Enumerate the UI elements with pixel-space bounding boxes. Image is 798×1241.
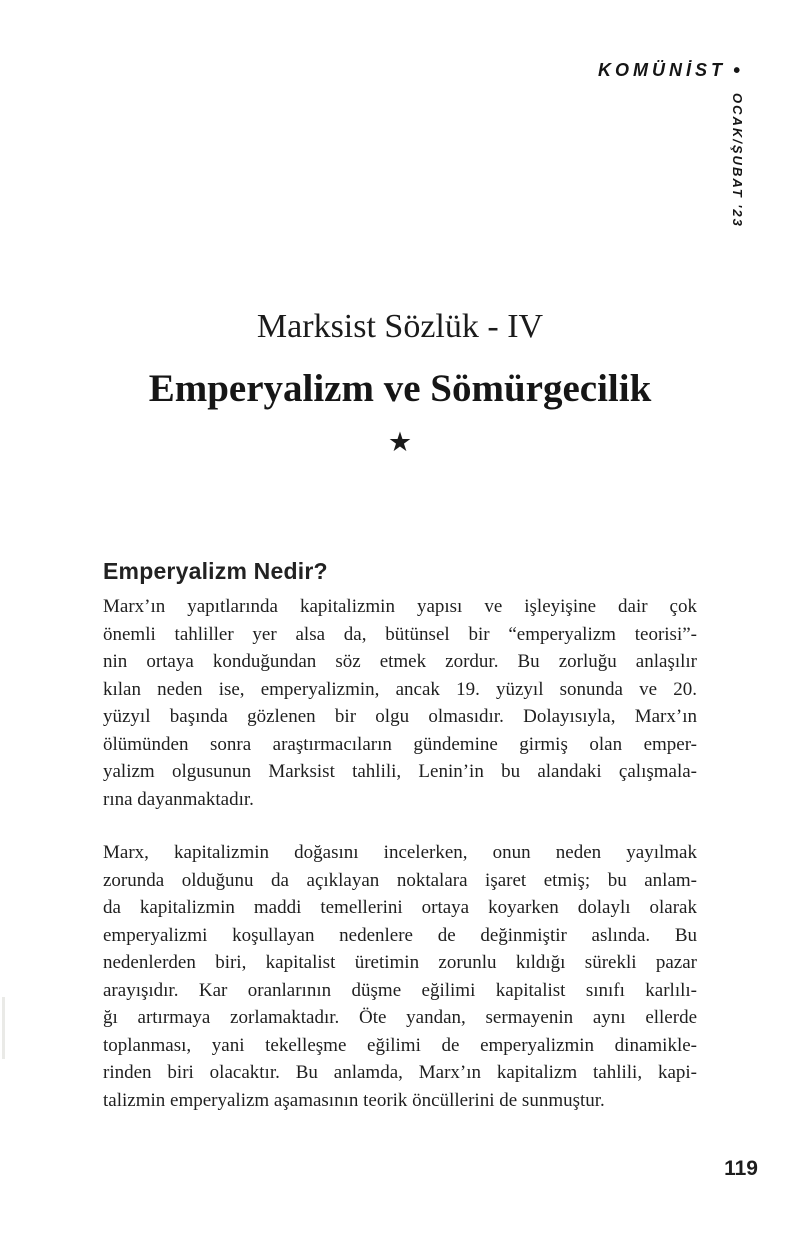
text-line: talizmin emperyalizm aşamasının teorik öncüllerini de sunmuştur. — [103, 1089, 605, 1111]
page-content — [103, 0, 697, 1114]
text-line: rinden biri olacaktır. Bu anlamda, Marx’ın kapitalizm tahlili, kapi- — [103, 1062, 697, 1083]
text-line: Marx’ın yapıtlarında kapitalizmin yapısı ve işleyişine dair çok — [103, 596, 697, 617]
text-line: arayışıdır. Kar oranlarının düşme eğilimi kapitalist sınıfı karlılı- — [103, 979, 697, 1001]
text-line: nin ortaya konduğundan söz etmek zordur. Bu zorluğu anlaşılır — [103, 651, 697, 672]
text-line: ğı artırmaya zorlamaktadır. Öte yandan, sermayenin aynı ellerde — [103, 1007, 697, 1028]
star-divider-icon: ★ — [387, 427, 413, 458]
scan-edge-artifact — [2, 997, 5, 1059]
text-line: zorunda olduğunu da açıklayan noktalara işaret etmiş; bu anlam- — [103, 869, 697, 891]
body-paragraph-2 — [103, 839, 697, 1114]
text-line: kılan neden ise, emperyalizmin, ancak 19. yüzyıl sonunda ve 20. — [103, 678, 697, 700]
text-line: emperyalizmi koşullayan nedenlere de değinmiştir aslında. Bu — [103, 924, 697, 946]
issue-date-vertical: OCAK/ŞUBAT '23 — [730, 93, 745, 228]
section-heading: Emperyalizm Nedir? — [103, 558, 328, 584]
article-title: Emperyalizm ve Sömürgecilik — [148, 367, 652, 410]
text-line: nedenlerden biri, kapitalist üretimin zorunlu kıldığı sürekli pazar — [103, 952, 697, 973]
masthead-title: KOMÜNİST — [597, 60, 726, 80]
article-supertitle: Marksist Sözlük - IV — [256, 308, 544, 345]
text-line: önemli tahliller yer alsa da, bütünsel bir “emperyalizm teorisi”- — [103, 623, 697, 645]
body-paragraph-1 — [103, 593, 697, 813]
article-body — [103, 593, 697, 1114]
text-line: toplanması, yani tekelleşme eğilimi de emperyalizmin dinamikle- — [103, 1034, 697, 1056]
text-line: da kapitalizmin maddi temellerini ortaya koyarken dolaylı olarak — [103, 897, 697, 918]
text-line: ölümünden sonra araştırmacıların gündemine girmiş olan emper- — [103, 733, 697, 755]
bullet-icon: • — [732, 60, 740, 82]
page-number: 119 — [724, 1157, 758, 1180]
text-line: Marx, kapitalizmin doğasını incelerken, onun neden yayılmak — [103, 842, 697, 863]
text-line: yalizm olgusunun Marksist tahlili, Lenin’in bu alandaki çalışmala- — [103, 761, 697, 782]
text-line: yüzyıl başında gözlenen bir olgu olmasıdır. Dolayısıyla, Marx’ın — [103, 706, 697, 727]
text-line: rına dayanmaktadır. — [103, 788, 254, 810]
